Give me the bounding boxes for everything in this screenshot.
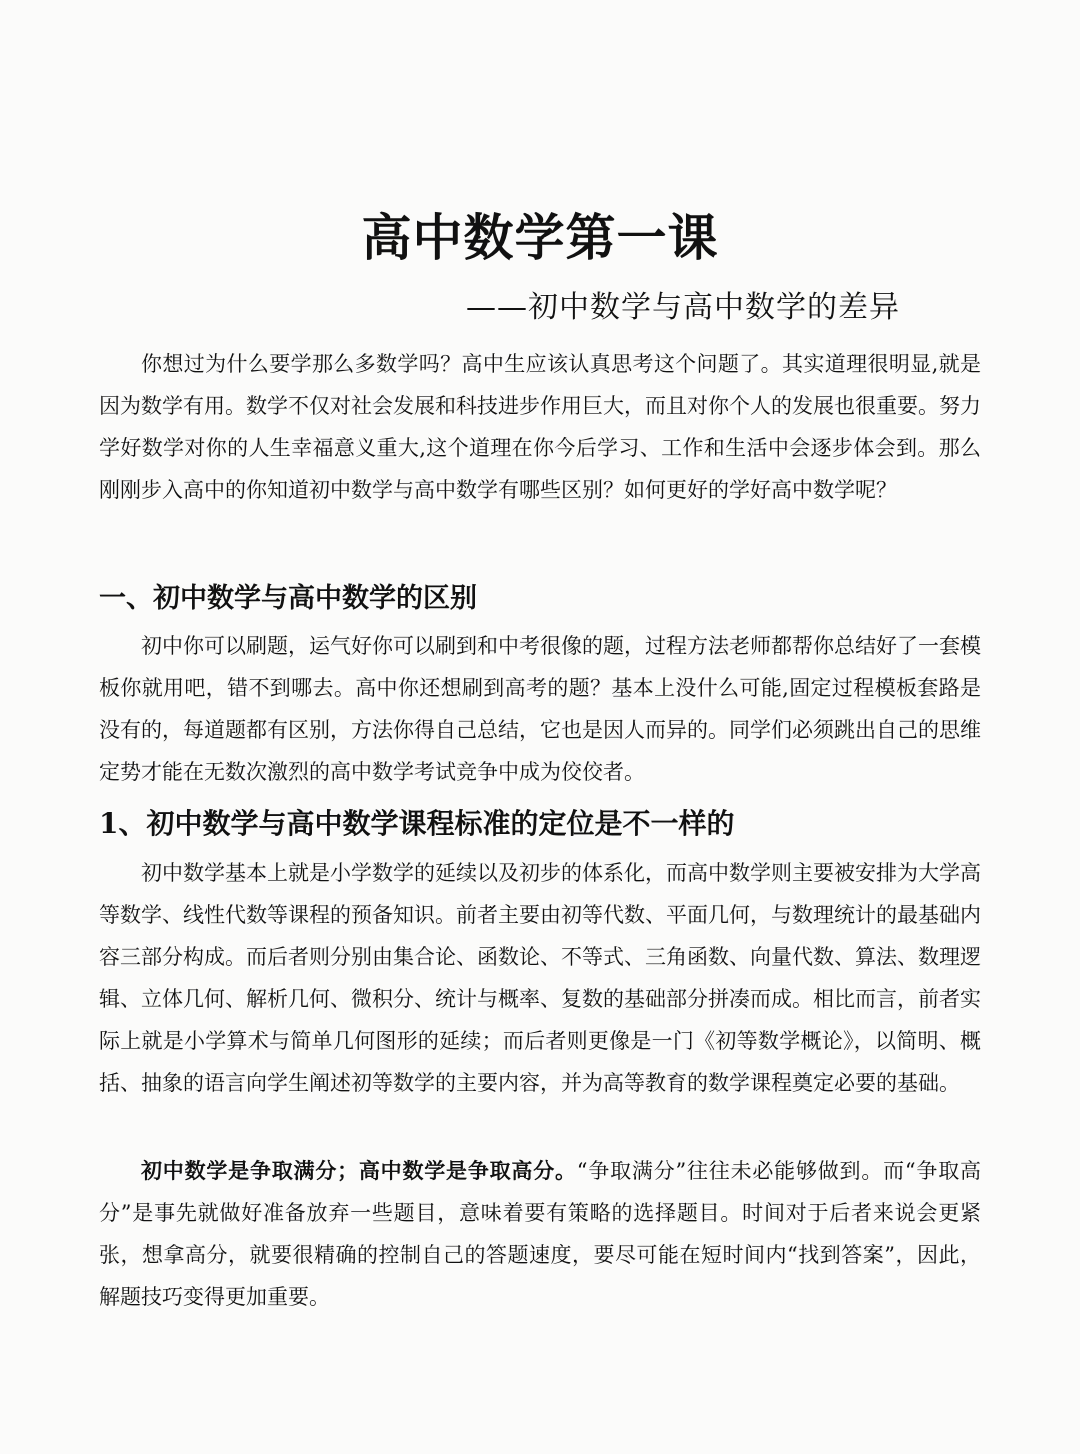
- section3-text: “争取满分”往往未必能够做到。而“争取高分”是事先就做好准备放弃一些题目，意味着要有策略的选择题目。时间对于后者来说会更紧张，想拿高分，就要很精确的控制自己的答题速度，要尽可能在短时间内“找到答案”，因此，解题技巧变得更加重要。: [99, 1159, 981, 1309]
- page-title: 高中数学第一课: [361, 208, 719, 267]
- subsection-heading-1: 1、初中数学与高中数学课程标准的定位是不一样的: [99, 807, 735, 840]
- section2-paragraph: [99, 852, 981, 1104]
- section1-paragraph: [99, 625, 981, 793]
- section3-bold-lead: 初中数学是争取满分；高中数学是争取高分。: [141, 1158, 577, 1183]
- section3-content: [99, 1150, 981, 1318]
- page-subtitle: ——初中数学与高中数学的差异: [466, 290, 900, 325]
- section1-text: 初中你可以刷题，运气好你可以刷到和中考很像的题，过程方法老师都帮你总结好了一套模板你就用吧，错不到哪去。高中你还想刷到高考的题？基本上没什么可能,固定过程模板套路是没有的，每道题都有区别，方法你得自己总结，它也是因人而异的。同学们必须跳出自己的思维定势才能在无数次激烈的高中数学考试竞争中成为佼佼者。: [99, 634, 981, 784]
- intro-paragraph: [99, 343, 981, 511]
- section2-text: 初中数学基本上就是小学数学的延续以及初步的体系化，而高中数学则主要被安排为大学高等数学、线性代数等课程的预备知识。前者主要由初等代数、平面几何，与数理统计的最基础内容三部分构成。而后者则分别由集合论、函数论、不等式、三角函数、向量代数、算法、数理逻辑、立体几何、解析几何、微积分、统计与概率、复数的基础部分拼凑而成。相比而言，前者实际上就是小学算术与简单几何图形的延续；而后者则更像是一门《初等数学概论》，以简明、概括、抽象的语言向学生阐述初等数学的主要内容，并为高等教育的数学课程奠定必要的基础。: [99, 861, 981, 1095]
- section-heading-1: 一、初中数学与高中数学的区别: [99, 583, 477, 614]
- intro-text: 你想过为什么要学那么多数学吗？高中生应该认真思考这个问题了。其实道理很明显,就是因为数学有用。数学不仅对社会发展和科技进步作用巨大，而且对你个人的发展也很重要。努力学好数学对你的人生幸福意义重大,这个道理在你今后学习、工作和生活中会逐步体会到。那么刚刚步入高中的你知道初中数学与高中数学有哪些区别？如何更好的学好高中数学呢？: [99, 352, 981, 502]
- section3-paragraph: [99, 1150, 981, 1318]
